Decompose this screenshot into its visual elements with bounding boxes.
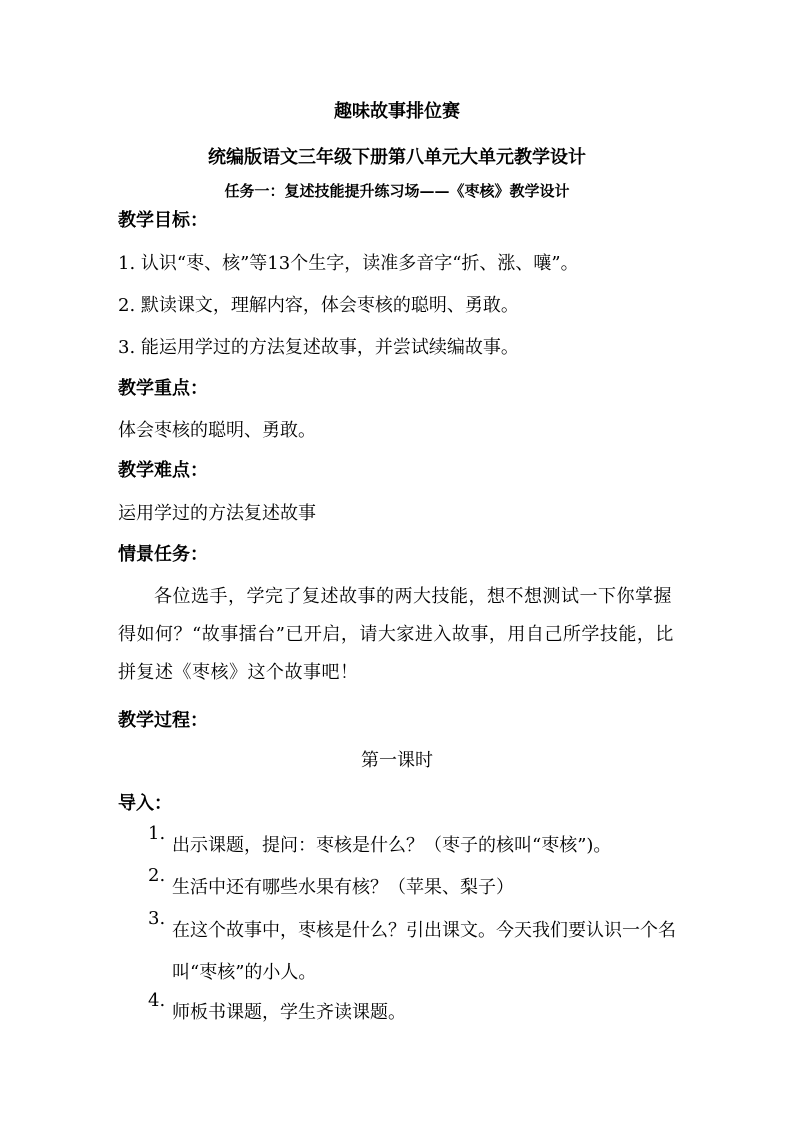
difficulty-text: 运用学过的方法复述故事 bbox=[118, 503, 316, 524]
intro-item-number: 1. bbox=[148, 823, 166, 844]
intro-item-4 bbox=[148, 992, 688, 1034]
difficulty-heading: 教学难点： bbox=[118, 460, 208, 481]
task-title: 任务一：复述技能提升练习场——《枣核》教学设计 bbox=[224, 182, 570, 200]
intro-item-2 bbox=[148, 867, 688, 909]
lesson-label: 第一课时 bbox=[361, 750, 433, 771]
document-title: 趣味故事排位赛 bbox=[334, 101, 460, 122]
intro-item-1 bbox=[148, 825, 688, 867]
intro-heading: 导入： bbox=[118, 793, 172, 814]
process-heading: 教学过程： bbox=[118, 710, 208, 731]
intro-item-text: 出示课题，提问：枣核是什么？（枣子的核叫“枣核”)。 bbox=[172, 835, 612, 856]
goal-item-3: 3. 能运用学过的方法复述故事，并尝试续编故事。 bbox=[118, 337, 519, 358]
goals-heading: 教学目标： bbox=[118, 210, 208, 231]
scenario-heading: 情景任务： bbox=[118, 544, 208, 565]
intro-item-text: 师板书课题，学生齐读课题。 bbox=[172, 1002, 406, 1023]
intro-item-text: 生活中还有哪些水果有核？（苹果、梨子） bbox=[172, 877, 514, 898]
intro-item-number: 4. bbox=[148, 990, 166, 1011]
goal-item-1: 1. 认识“枣、核”等13个生字，读准多音字“折、涨、嚷”。 bbox=[118, 253, 579, 274]
intro-item-text: 在这个故事中，枣核是什么？引出课文。今天我们要认识一个名叫“枣核”的小人。 bbox=[172, 920, 676, 983]
intro-item-number: 2. bbox=[148, 865, 166, 886]
goal-item-2: 2. 默读课文，理解内容，体会枣核的聪明、勇敢。 bbox=[118, 295, 519, 316]
document-subtitle: 统编版语文三年级下册第八单元大单元教学设计 bbox=[208, 147, 586, 168]
key-points-heading: 教学重点： bbox=[118, 378, 208, 399]
intro-item-number: 3. bbox=[148, 908, 166, 929]
key-points-text: 体会枣核的聪明、勇敢。 bbox=[118, 420, 316, 441]
scenario-paragraph: 各位选手，学完了复述故事的两大技能，想不想测试一下你掌握得如何？“故事擂台”已开启，请大家进入故事，用自己所学技能，比拼复述《枣核》这个故事吧！ bbox=[118, 586, 674, 683]
intro-item-3 bbox=[148, 910, 688, 994]
